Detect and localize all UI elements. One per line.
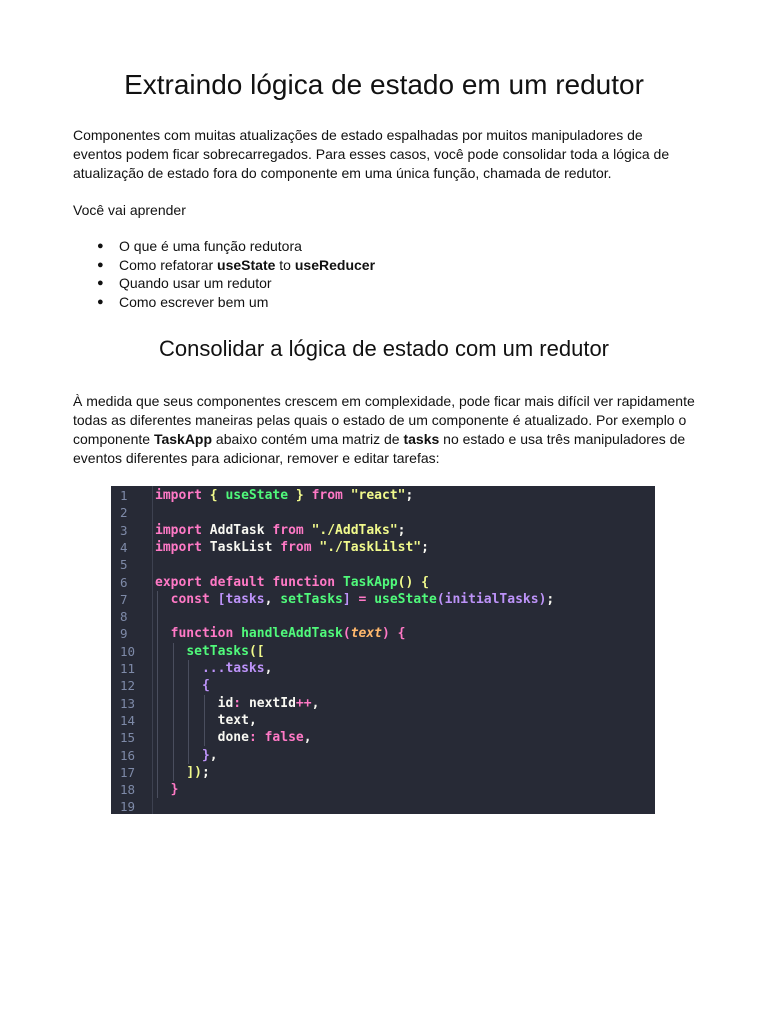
indent-guide bbox=[204, 695, 205, 747]
code-line: export default function TaskApp() { bbox=[155, 574, 429, 590]
bullet-icon: ● bbox=[97, 258, 104, 271]
list-item-text: O que é uma função redutora bbox=[119, 238, 302, 254]
line-number: 13 bbox=[120, 695, 136, 711]
line-number: 9 bbox=[120, 626, 128, 642]
bullet-icon: ● bbox=[97, 240, 104, 252]
list-item-bold: useState bbox=[217, 256, 276, 273]
line-number: 5 bbox=[120, 557, 128, 573]
line-number: 2 bbox=[120, 505, 128, 521]
code-line: ...tasks, bbox=[201, 661, 273, 676]
indent-guide bbox=[173, 643, 174, 781]
code-line: import TaskList from "./TaskLilst"; bbox=[155, 539, 429, 555]
line-number: 12 bbox=[120, 678, 136, 694]
list-item bbox=[73, 274, 673, 293]
bullet-icon: ● bbox=[97, 295, 104, 308]
section-title: Consolidar a lógica de estado com um redutor bbox=[158, 336, 610, 361]
section-paragraph-text: À medida que seus componentes crescem em complexidade, pode ficar mais difícil ver rapidamente todas as diferentes maneiras pelas quais o estado de um componente é atualizado. Por exemplo o componente bbox=[73, 393, 695, 447]
list-item-text: Como refatorar bbox=[119, 256, 218, 273]
code-line: setTasks([ bbox=[186, 643, 265, 659]
list-item bbox=[73, 237, 673, 256]
list-item-text: to bbox=[275, 256, 295, 273]
line-number: 7 bbox=[120, 591, 128, 607]
list-item-text: Como escrever bem um bbox=[119, 293, 269, 310]
list-item-bold: useReducer bbox=[294, 256, 376, 273]
code-line: id: nextId++, bbox=[217, 695, 320, 711]
line-number: 15 bbox=[120, 730, 136, 746]
code-block bbox=[111, 486, 655, 814]
line-number: 16 bbox=[120, 747, 136, 763]
code-line: text, bbox=[217, 712, 257, 728]
indent-guide bbox=[157, 591, 158, 799]
line-number: 10 bbox=[120, 643, 136, 659]
code-line: const [tasks, setTasks] = useState(initialTasks); bbox=[170, 591, 555, 607]
section-paragraph bbox=[73, 392, 695, 468]
intro-paragraph: Componentes com muitas atualizações de estado espalhadas por muitos manipuladores de eventos podem ficar sobrecarregados. Para esses casos, você pode consolidar toda a lógica de atualização de estado fora do componente em uma única função, chamada de redutor. bbox=[73, 127, 670, 181]
code-line: done: false, bbox=[217, 730, 312, 746]
code-line: } bbox=[170, 782, 179, 798]
line-number: 18 bbox=[120, 782, 136, 798]
line-number: 1 bbox=[120, 488, 128, 503]
indent-guide bbox=[188, 660, 189, 764]
learn-list bbox=[73, 237, 673, 311]
list-item bbox=[73, 293, 673, 312]
line-number: 6 bbox=[120, 574, 128, 590]
line-number: 14 bbox=[120, 712, 136, 728]
code-line: import { useState } from "react"; bbox=[155, 488, 414, 503]
line-number: 17 bbox=[120, 764, 136, 780]
list-item bbox=[73, 256, 673, 275]
learn-label: Você vai aprender bbox=[73, 202, 186, 218]
bullet-icon: ● bbox=[97, 277, 104, 289]
line-number: 3 bbox=[120, 522, 128, 538]
page-title: Extraindo lógica de estado em um redutor bbox=[124, 69, 644, 100]
section-paragraph-bold: tasks bbox=[403, 431, 440, 447]
list-item-text: Quando usar um redutor bbox=[119, 275, 272, 291]
line-number-gutter bbox=[111, 486, 153, 814]
code-line: }, bbox=[201, 747, 218, 763]
line-number: 11 bbox=[120, 661, 136, 676]
section-paragraph-text: no estado e usa três manipuladores de eventos diferentes para adicionar, remover e editar tarefas: bbox=[73, 431, 686, 466]
code-line: ]); bbox=[186, 764, 210, 780]
code-line: { bbox=[201, 678, 210, 694]
line-number: 19 bbox=[120, 799, 136, 815]
section-paragraph-text: abaixo contém uma matriz de bbox=[212, 431, 404, 447]
code-line: import AddTask from "./AddTaks"; bbox=[155, 522, 406, 538]
code-line: function handleAddTask(text) { bbox=[170, 626, 406, 642]
section-paragraph-bold: TaskApp bbox=[153, 431, 213, 447]
line-number: 8 bbox=[120, 609, 128, 625]
line-number: 4 bbox=[120, 539, 128, 555]
